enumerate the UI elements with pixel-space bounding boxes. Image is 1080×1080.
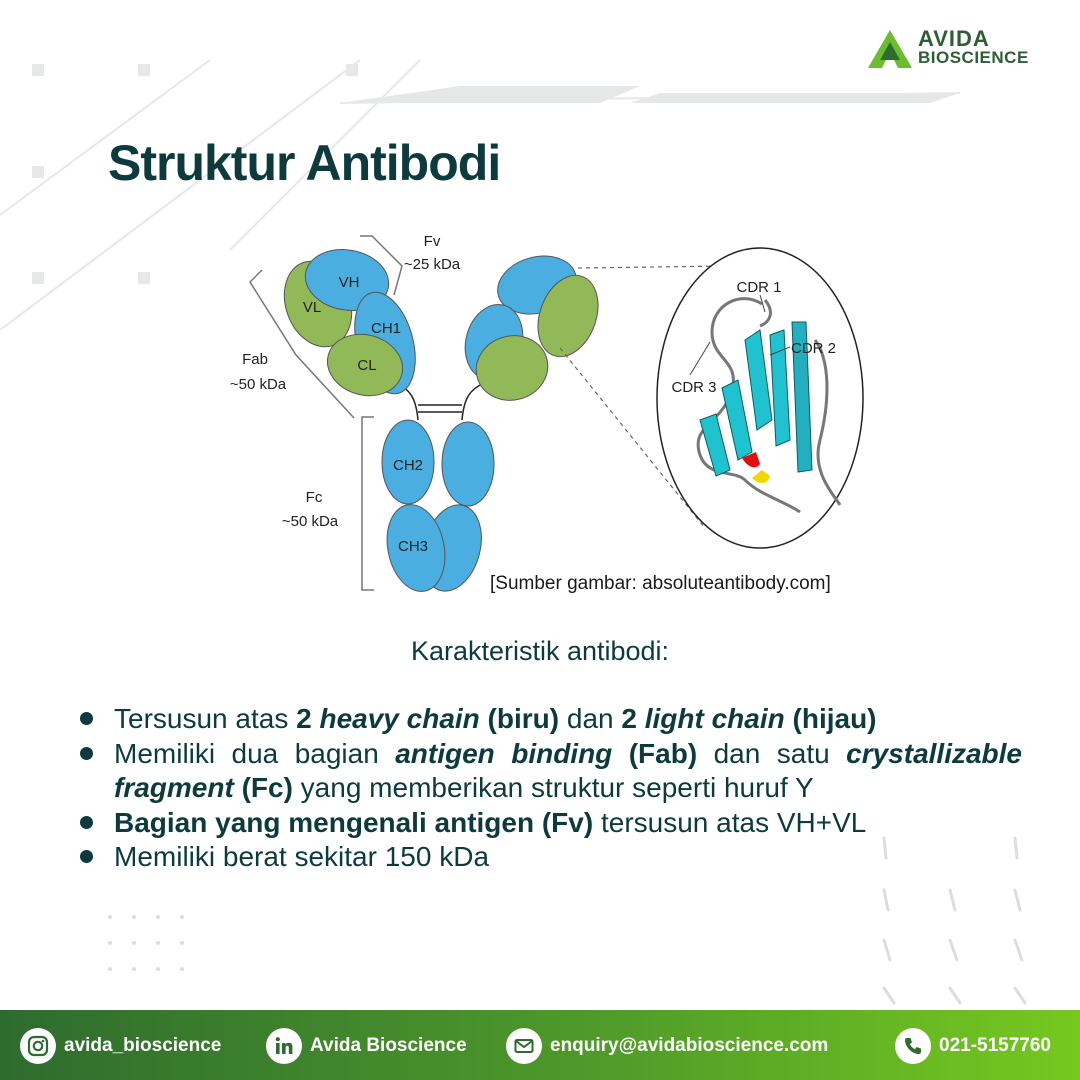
phone-icon <box>895 1028 931 1064</box>
linkedin-name: Avida Bioscience <box>310 1035 467 1056</box>
bullet-emphasis: heavy chain <box>319 703 480 734</box>
bullet-bold: 2 <box>296 703 320 734</box>
email-link[interactable] <box>506 1028 828 1064</box>
label-ch2: CH2 <box>392 457 424 474</box>
mail-icon <box>506 1028 542 1064</box>
linkedin-icon <box>266 1028 302 1064</box>
label-fc-mass: ~50 kDa <box>281 513 339 530</box>
bullet-text: tersusun atas VH+VL <box>593 806 867 838</box>
email-address: enquiry@avidabioscience.com <box>550 1035 829 1056</box>
bullet-icon <box>80 712 93 725</box>
bullet-emphasis: crystallizable fragment <box>114 737 1022 803</box>
bullet-icon <box>80 747 93 760</box>
bullet-bold: (Fab) <box>612 737 698 769</box>
bullet-icon <box>80 816 93 829</box>
list-item <box>80 806 1022 841</box>
label-fv: Fv <box>423 233 441 250</box>
bullet-text: Memiliki berat sekitar 150 kDa <box>114 841 490 872</box>
bullet-icon <box>80 850 93 863</box>
domain-ch2-right <box>442 422 494 506</box>
phone-link[interactable] <box>895 1028 1051 1064</box>
brand-name: AVIDA <box>918 26 990 51</box>
bullet-text: Memiliki dua bagian <box>114 737 396 769</box>
bullet-bold: Bagian yang mengenali antigen (Fv) <box>114 806 594 838</box>
label-vl: VL <box>302 299 322 316</box>
label-fv-mass: ~25 kDa <box>403 256 461 273</box>
label-cdr1: CDR 1 <box>736 279 782 296</box>
section-heading: Karakteristik antibodi: <box>410 636 670 666</box>
label-cdr2: CDR 2 <box>791 340 837 357</box>
brand-subname: BIOSCIENCE <box>918 48 1029 67</box>
instagram-link[interactable] <box>20 1028 221 1064</box>
instagram-icon <box>20 1028 56 1064</box>
label-cl: CL <box>357 357 377 374</box>
list-item <box>80 737 1022 806</box>
characteristics-list <box>80 702 1022 875</box>
bullet-bold: (hijau) <box>784 703 877 734</box>
linkedin-link[interactable] <box>266 1028 467 1064</box>
bullet-emphasis: antigen binding <box>395 737 613 769</box>
bullet-text: yang memberikan struktur seperti huruf Y <box>292 772 814 803</box>
hinge <box>398 384 482 420</box>
bullet-text: dan <box>559 703 622 734</box>
label-ch1: CH1 <box>370 320 402 337</box>
image-source-caption: [Sumber gambar: absoluteantibody.com] <box>490 573 831 594</box>
instagram-handle: avida_bioscience <box>64 1035 222 1056</box>
list-item <box>80 702 1022 737</box>
label-fc: Fc <box>305 489 323 506</box>
bullet-text: dan satu <box>697 737 847 769</box>
bullet-bold: (Fc) <box>233 772 293 803</box>
label-vh: VH <box>338 274 360 291</box>
label-fab: Fab <box>242 351 268 368</box>
bullet-text: Tersusun atas <box>114 703 297 734</box>
bullet-bold: (biru) <box>479 703 560 734</box>
bullet-bold: 2 <box>621 703 645 734</box>
label-ch3: CH3 <box>397 538 429 555</box>
page-title: Struktur Antibodi <box>108 135 501 191</box>
label-cdr3: CDR 3 <box>671 379 717 396</box>
phone-number: 021-5157760 <box>939 1035 1051 1056</box>
list-item <box>80 840 1022 875</box>
label-fab-mass: ~50 kDa <box>229 376 287 393</box>
bullet-emphasis: light chain <box>644 703 785 734</box>
contact-footer <box>0 1010 1080 1080</box>
